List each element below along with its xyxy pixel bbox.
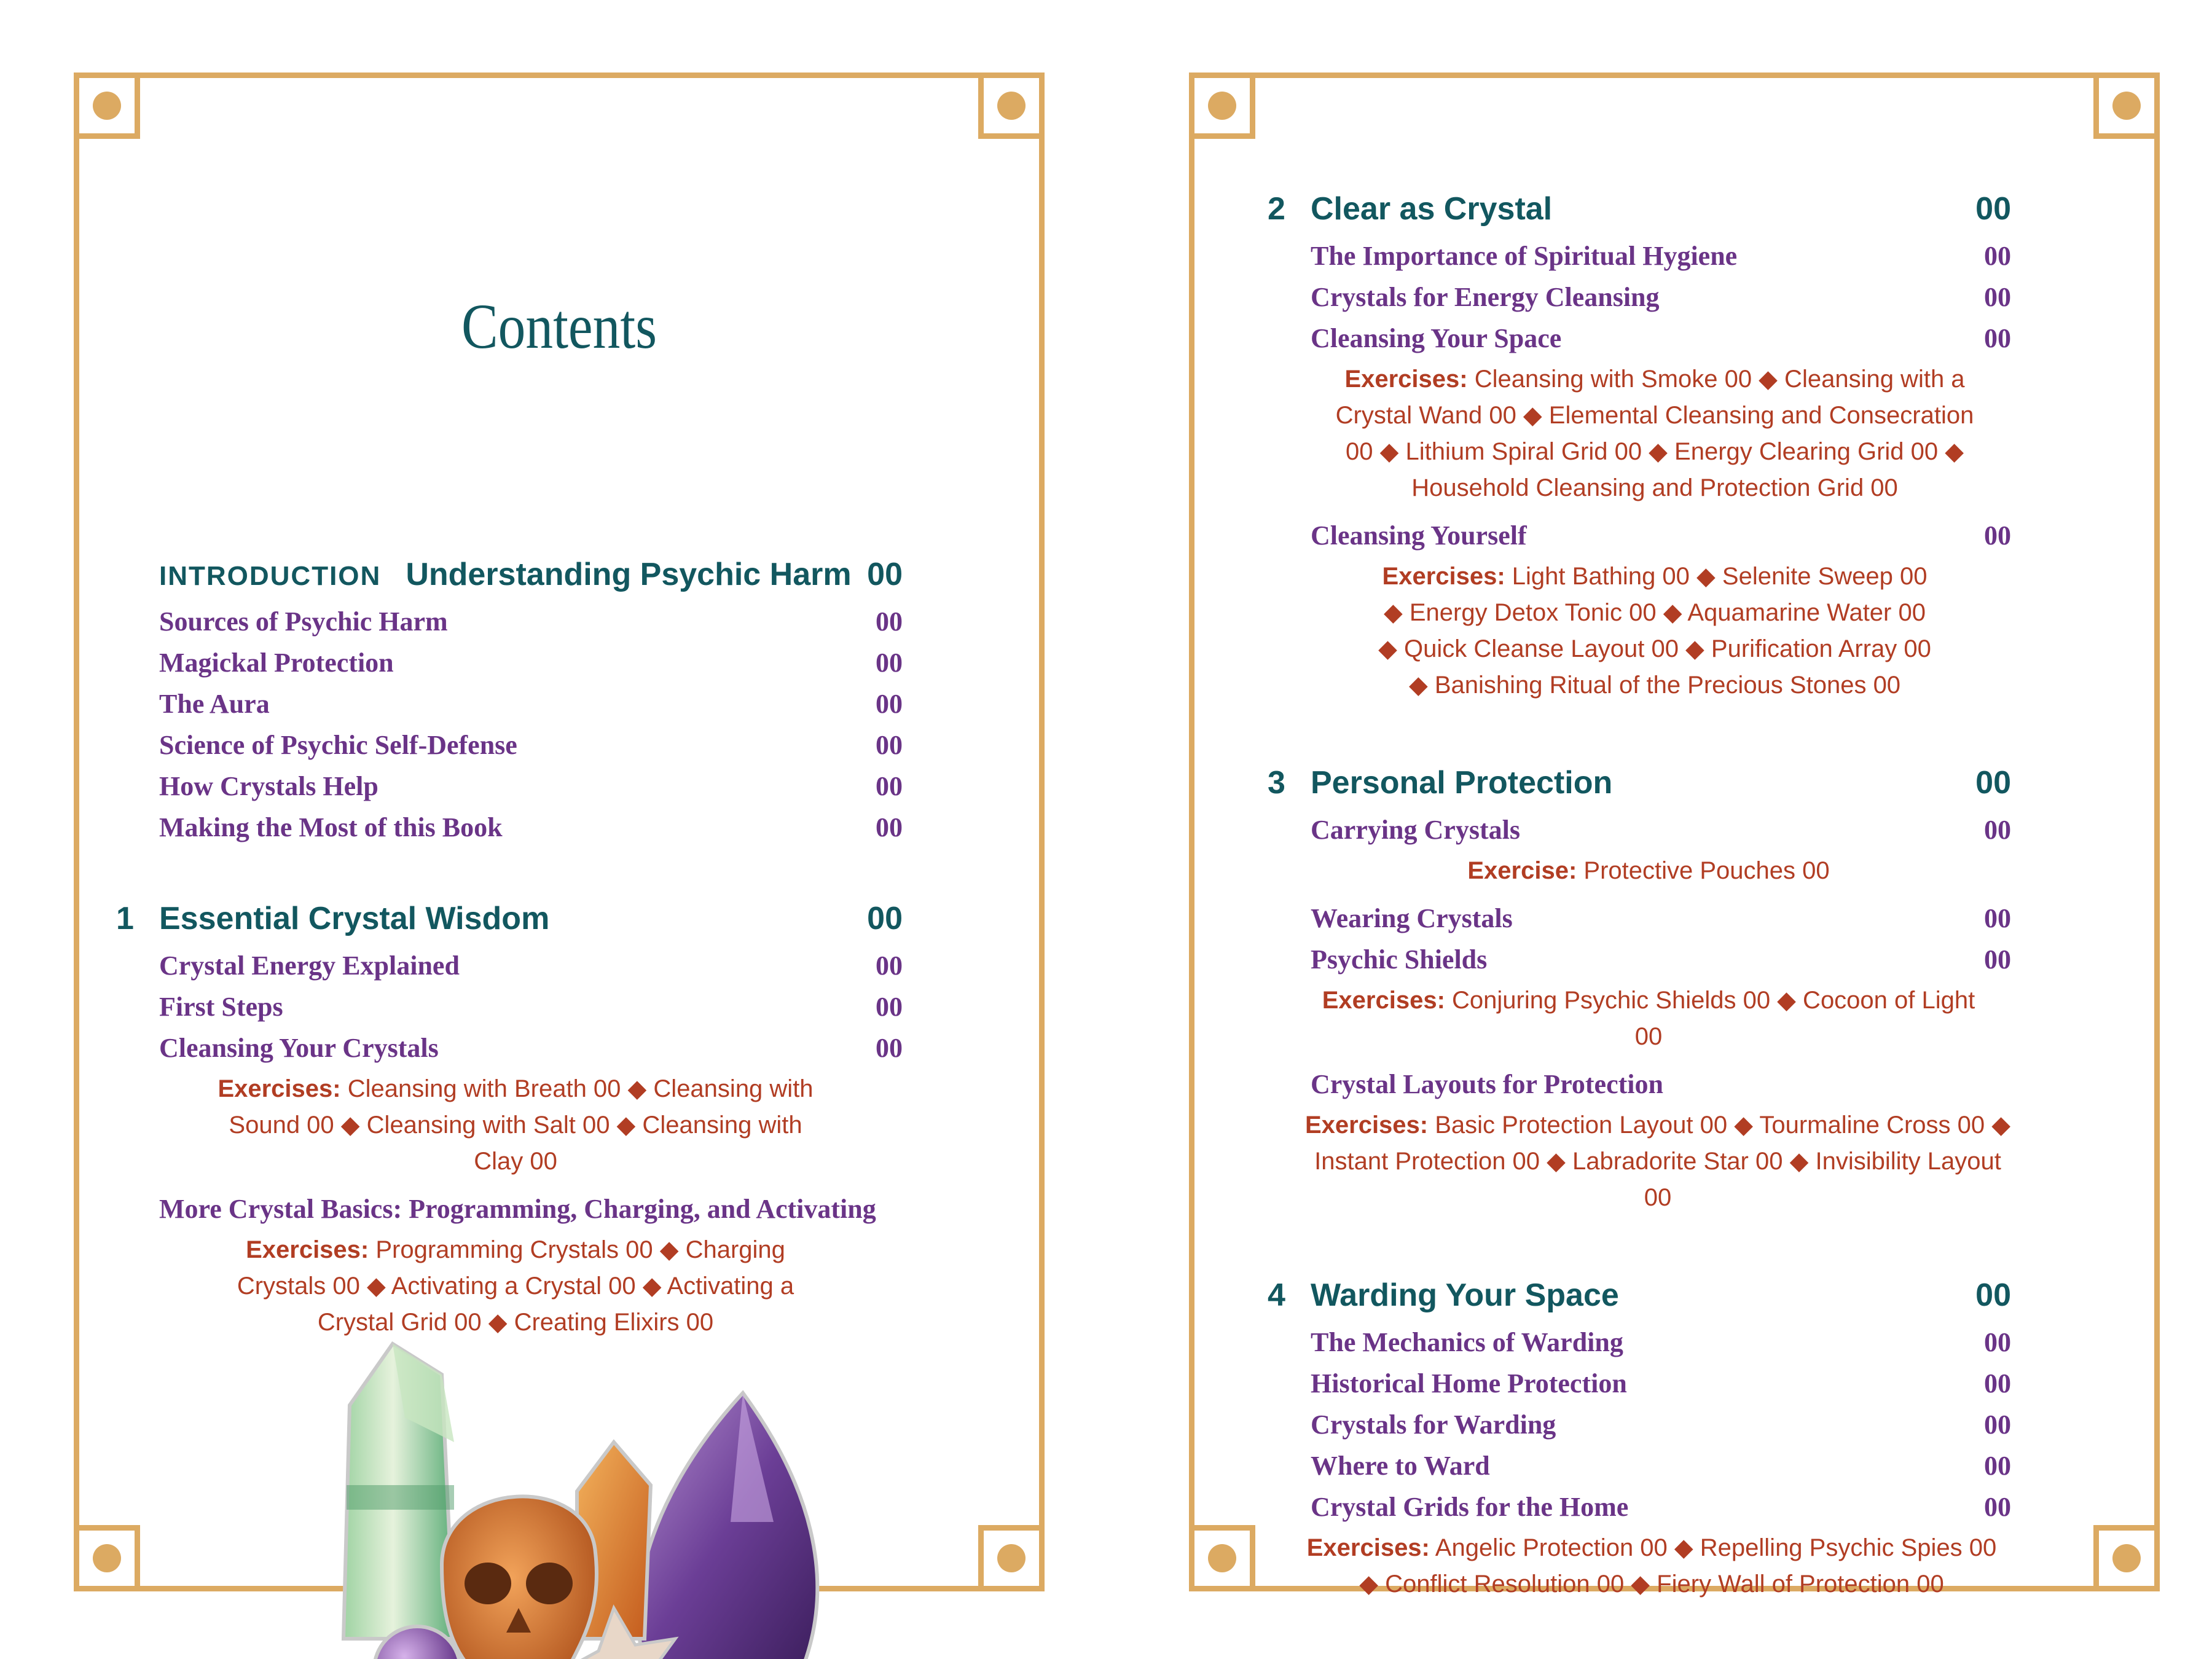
toc-chapter-2 <box>1268 182 2011 712</box>
section-title: Cleansing Your Crystals <box>159 1033 439 1063</box>
section-title: The Mechanics of Warding <box>1311 1327 1623 1357</box>
section-title: Cleansing Your Space <box>1311 323 1562 353</box>
section-page: 00 <box>876 771 903 801</box>
section-title: First Steps <box>159 992 283 1022</box>
corner-ornament <box>978 1525 1045 1591</box>
chapter-title: Clear as Crystal <box>1311 191 1553 227</box>
section-page: 00 <box>1984 1451 2011 1481</box>
section-title: Science of Psychic Self-Defense <box>159 730 517 760</box>
toc-section[interactable] <box>1268 235 2011 276</box>
section-page: 00 <box>876 648 903 678</box>
toc-section[interactable] <box>1268 1363 2011 1404</box>
toc-section[interactable] <box>1268 1064 2011 1105</box>
chapter-heading[interactable] <box>1268 756 2011 809</box>
exercises-label: Exercises: <box>1304 1112 1429 1139</box>
section-page: 00 <box>1984 1492 2011 1522</box>
chapter-page: 00 <box>1975 1277 2011 1313</box>
introduction-label: INTRODUCTION <box>159 561 382 591</box>
exercises-list[interactable] <box>1268 359 2011 515</box>
toc-section[interactable] <box>116 945 903 986</box>
section-page: 00 <box>876 812 903 842</box>
toc-section[interactable] <box>1268 809 2011 850</box>
exercises-list[interactable] <box>1268 1528 2011 1611</box>
corner-ornament <box>74 1525 140 1591</box>
toc-chapter-4 <box>1268 1269 2011 1611</box>
toc-section[interactable] <box>159 724 903 766</box>
exercises-text: Cleansing with Breath 00 ◆ Cleansing with Sound 00 ◆ Cleansing with Salt 00 ◆ Cleansing with Clay 00 <box>229 1075 814 1175</box>
section-title: Making the Most of this Book <box>159 812 503 842</box>
exercises-list[interactable] <box>1268 850 2011 898</box>
section-page: 00 <box>1984 241 2011 271</box>
section-title: Sources of Psychic Harm <box>159 606 448 637</box>
chapter-title: Essential Crystal Wisdom <box>159 901 550 936</box>
section-page: 00 <box>1984 1327 2011 1357</box>
toc-section[interactable] <box>1268 1445 2011 1486</box>
fluorite-point <box>343 1344 454 1639</box>
toc-section[interactable] <box>159 766 903 807</box>
section-title: Magickal Protection <box>159 648 394 678</box>
chapter-page: 00 <box>1975 191 2011 227</box>
toc-section[interactable] <box>1268 1486 2011 1528</box>
exercises-text: Cleansing with Smoke 00 ◆ Cleansing with a Crystal Wand 00 ◆ Elemental Cleansing and Consecration 00 ◆ Lithium Spiral Grid 00 ◆ Energy Clearing Grid 00 ◆ Household Cleansing and Protection Grid 00 <box>1335 366 1974 501</box>
chapter-page: 00 <box>1975 765 2011 801</box>
right-page <box>1189 73 2160 1598</box>
toc-section[interactable] <box>1268 276 2011 318</box>
corner-ornament <box>1189 73 1255 139</box>
exercises-label: Exercise: <box>1467 857 1577 884</box>
exercises-label: Exercises: <box>218 1075 341 1102</box>
section-title: Wearing Crystals <box>1311 903 1513 933</box>
toc-section[interactable] <box>159 601 903 642</box>
amethyst-point <box>638 1393 818 1659</box>
exercises-list[interactable] <box>1268 556 2011 712</box>
section-page: 00 <box>876 730 903 760</box>
section-page: 00 <box>876 951 903 981</box>
exercises-text: Conjuring Psychic Shields 00 ◆ Cocoon of Light 00 <box>1452 987 1975 1050</box>
section-title: Crystal Energy Explained <box>159 951 460 981</box>
toc-section[interactable] <box>1268 318 2011 359</box>
exercises-label: Exercises: <box>246 1236 369 1263</box>
toc-left <box>116 548 903 1349</box>
exercises-label: Exercises: <box>1322 987 1445 1014</box>
section-page: 00 <box>1984 903 2011 933</box>
section-title: Crystals for Energy Cleansing <box>1311 282 1660 312</box>
toc-section[interactable] <box>1268 1322 2011 1363</box>
exercises-text: Programming Crystals 00 ◆ Charging Crystals 00 ◆ Activating a Crystal 00 ◆ Activating a Crystal Grid 00 ◆ Creating Elixirs 00 <box>237 1236 794 1336</box>
section-title: More Crystal Basics: Programming, Charging, and Activating <box>159 1194 876 1224</box>
section-title: Historical Home Protection <box>1311 1368 1627 1398</box>
section-page: 00 <box>1984 944 2011 975</box>
section-title: Crystal Grids for the Home <box>1311 1492 1629 1522</box>
toc-section[interactable] <box>116 986 903 1027</box>
exercises-text: Light Bathing 00 ◆ Selenite Sweep 00 ◆ Energy Detox Tonic 00 ◆ Aquamarine Water 00 ◆ Quick Cleanse Layout 00 ◆ Purification Array 00 ◆ Banishing Ritual of the Precious Stones 00 <box>1378 563 1931 699</box>
section-title: Carrying Crystals <box>1311 815 1520 845</box>
section-title: Cleansing Yourself <box>1311 520 1527 551</box>
section-title: Crystals for Warding <box>1311 1410 1556 1440</box>
chapter-number: 2 <box>1268 191 1285 227</box>
chapter-number: 4 <box>1268 1277 1285 1313</box>
corner-ornament <box>2093 1525 2160 1591</box>
section-page: 00 <box>1984 1410 2011 1440</box>
chapter-heading[interactable] <box>116 892 903 945</box>
section-page: 00 <box>1984 1368 2011 1398</box>
corner-ornament <box>1189 1525 1255 1591</box>
toc-section[interactable] <box>159 683 903 724</box>
chapter-page: 00 <box>867 557 903 592</box>
toc-section[interactable] <box>1268 1404 2011 1445</box>
toc-section[interactable] <box>1268 939 2011 980</box>
section-page: 00 <box>1984 282 2011 312</box>
section-page: 00 <box>876 689 903 719</box>
toc-chapter-3 <box>1268 756 2011 1225</box>
exercises-label: Exercises: <box>1306 1534 1430 1561</box>
section-title: The Aura <box>159 689 270 719</box>
toc-section[interactable] <box>1268 898 2011 939</box>
section-page: 00 <box>876 992 903 1022</box>
exercises-label: Exercises: <box>1382 563 1505 590</box>
section-title: How Crystals Help <box>159 771 378 801</box>
toc-section[interactable] <box>116 1188 903 1230</box>
page-title: Contents <box>461 291 657 362</box>
section-title: Psychic Shields <box>1311 944 1488 975</box>
exercises-text: Protective Pouches 00 <box>1583 857 1830 884</box>
toc-section[interactable] <box>116 1027 903 1069</box>
chapter-title: Understanding Psychic Harm <box>406 557 852 592</box>
chapter-title: Personal Protection <box>1311 765 1613 801</box>
section-page: 00 <box>1984 815 2011 845</box>
toc-right <box>1268 182 2011 1611</box>
exercises-text: Angelic Protection 00 ◆ Repelling Psychic Spies 00 ◆ Conflict Resolution 00 ◆ Fiery Wall of Protection 00 <box>1359 1534 1997 1598</box>
chapter-heading[interactable] <box>159 548 903 601</box>
section-title: The Importance of Spiritual Hygiene <box>1311 241 1738 271</box>
left-page <box>74 73 1045 1591</box>
corner-ornament <box>978 73 1045 139</box>
section-page: 00 <box>1984 323 2011 353</box>
chapter-number: 3 <box>1268 765 1285 801</box>
section-title: Crystal Layouts for Protection <box>1311 1069 1663 1099</box>
toc-section[interactable] <box>1268 515 2011 556</box>
section-title: Where to Ward <box>1311 1451 1490 1481</box>
exercises-text: Basic Protection Layout 00 ◆ Tourmaline Cross 00 ◆ Instant Protection 00 ◆ Labradorite Star 00 ◆ Invisibility Layout 00 <box>1314 1112 2011 1211</box>
exercises-list[interactable] <box>1268 1105 2011 1225</box>
toc-section[interactable] <box>159 642 903 683</box>
corner-ornament <box>2093 73 2160 139</box>
section-page: 00 <box>1984 520 2011 551</box>
chapter-page: 00 <box>867 901 903 936</box>
chapter-heading[interactable] <box>1268 182 2011 235</box>
chapter-heading[interactable] <box>1268 1269 2011 1322</box>
toc-introduction <box>159 548 903 848</box>
exercises-list[interactable] <box>1268 980 2011 1064</box>
toc-section[interactable] <box>159 807 903 848</box>
exercises-list[interactable] <box>116 1069 903 1188</box>
toc-chapter-1 <box>116 892 903 1349</box>
corner-ornament <box>74 73 140 139</box>
section-page: 00 <box>876 606 903 637</box>
exercises-label: Exercises: <box>1344 366 1468 393</box>
crystals-illustration <box>300 1319 890 1659</box>
section-page: 00 <box>876 1033 903 1063</box>
carnelian-skull <box>442 1496 597 1659</box>
chapter-title: Warding Your Space <box>1311 1277 1619 1313</box>
chapter-number: 1 <box>116 901 134 936</box>
